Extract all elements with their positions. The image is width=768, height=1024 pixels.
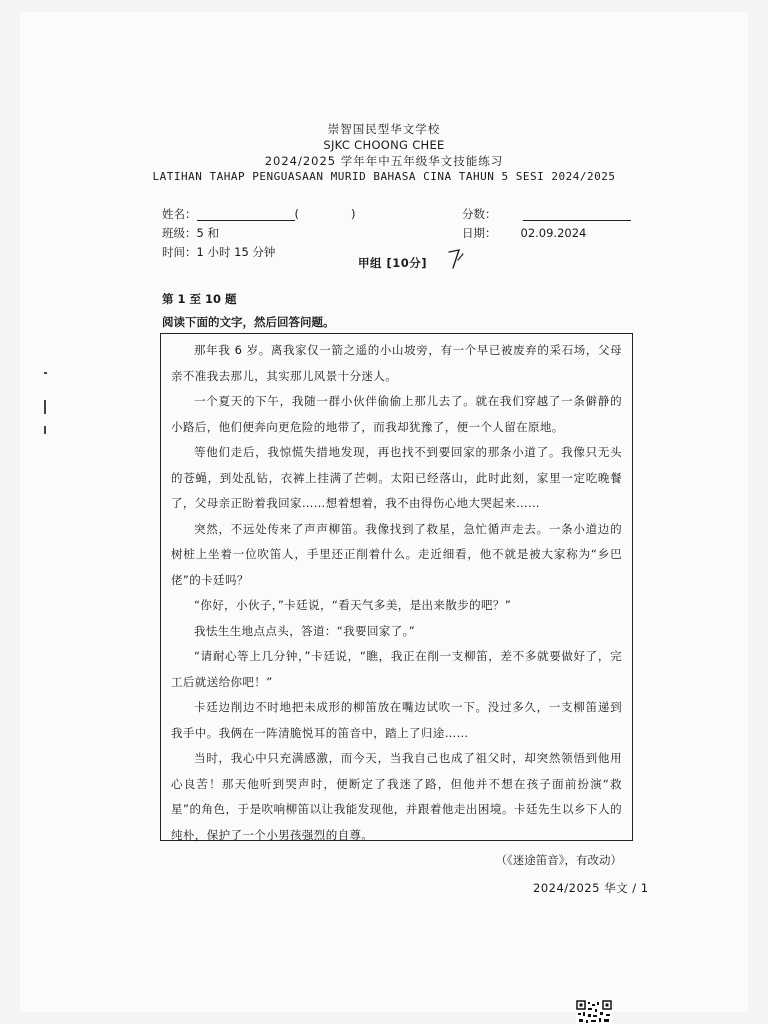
name-label: 姓名： — [162, 207, 197, 221]
scan-mark — [44, 372, 47, 374]
score-row — [462, 205, 631, 224]
passage-paragraph: 等他们走后，我惊慌失措地发现，再也找不到要回家的那条小道了。我像只无头的苍蝇，到处乱钻，衣裤上挂满了芒刺。太阳已经落山，此时此刻，家里一定吃晚餐了，父母亲正盼着我回家……想着想着，我不由得伤心地大哭起来…… — [171, 445, 622, 510]
school-name-en: SJKC CHOONG CHEE — [323, 138, 445, 152]
name-blank[interactable] — [197, 208, 295, 221]
score-label: 分数： — [462, 207, 497, 221]
paren-open: ( — [294, 207, 299, 221]
exam-header — [0, 121, 768, 185]
paren-close: ) — [351, 207, 356, 221]
section-heading: 甲组 [10分] — [358, 256, 428, 270]
passage-paragraph: 当时，我心中只充满感激，而今天，当我自己也成了祖父时，却突然领悟到他用心良苦！那天他听到哭声时，便断定了我迷了路，但他并不想在孩子面前扮演“救星”的角色，于是吹响柳笛以让我能发现他，并跟着他走出困境。卡廷先生以乡下人的纯朴，保护了一个小男孩强烈的自尊。 — [171, 751, 622, 842]
student-info-right — [462, 205, 631, 243]
class-label: 班级： — [162, 226, 197, 240]
reading-instruction: 阅读下面的文字，然后回答问题。 — [162, 315, 335, 329]
scan-mark — [44, 426, 46, 434]
time-label: 时间： — [162, 245, 197, 259]
class-row — [162, 224, 356, 243]
passage-paragraph: 我怯生生地点点头，答道：“我要回家了。” — [194, 623, 416, 638]
passage-paragraph: 卡廷边削边不时地把未成形的柳笛放在嘴边试吹一下。没过多久，一支柳笛递到我手中。我俩在一阵清脆悦耳的笛音中，踏上了归途…… — [171, 700, 622, 740]
date-row — [462, 224, 631, 243]
score-blank[interactable] — [523, 208, 631, 221]
reading-passage-box — [160, 333, 633, 867]
time-value: 1 小时 15 分钟 — [196, 245, 276, 259]
school-name-cn: 崇智国民型华文学校 — [327, 122, 441, 136]
scan-mark — [44, 400, 46, 414]
page-footer: 2024/2025 华文 / 1 — [533, 881, 649, 895]
passage-paragraph: 一个夏天的下午，我随一群小伙伴偷偷上那儿去了。就在我们穿越了一条僻静的小路后，他们便奔向更危险的地带了，而我却犹豫了，便一个人留在原地。 — [171, 394, 622, 434]
student-info-left — [162, 205, 356, 262]
qr-code-icon — [576, 1000, 612, 1024]
passage-paragraph: 那年我 6 岁。离我家仅一箭之遥的小山坡旁，有一个早已被废弃的采石场，父母亲不准我去那儿，其实那儿风景十分迷人。 — [171, 343, 622, 383]
class-value: 5 和 — [196, 226, 219, 240]
exam-title-cn: 2024/2025 学年年中五年级华文技能练习 — [264, 154, 504, 168]
passage-source: （《迷途笛音》，有改动） — [495, 853, 622, 867]
name-row — [162, 205, 356, 224]
date-label: 日期： — [462, 226, 497, 240]
passage-paragraph: 突然，不远处传来了声声柳笛。我像找到了救星，急忙循声走去。一条小道边的树桩上坐着一位吹笛人，手里还正削着什么。走近细看，他不就是被大家称为“乡巴佬”的卡廷吗？ — [171, 521, 622, 587]
handwritten-score-mark — [446, 246, 466, 272]
time-row — [162, 243, 356, 262]
date-value: 02.09.2024 — [520, 226, 587, 240]
passage-paragraph: “请耐心等上几分钟，”卡廷说，“瞧，我正在削一支柳笛，差不多就要做好了，完工后就送给你吧！” — [171, 649, 622, 689]
exam-title-en: LATIHAN TAHAP PENGUASAAN MURID BAHASA CINA TAHUN 5 SESI 2024/2025 — [152, 170, 616, 183]
question-range: 第 1 至 10 题 — [162, 292, 237, 306]
passage-paragraph: “你好，小伙子，”卡廷说，“看天气多美，是出来散步的吧？” — [194, 598, 512, 612]
